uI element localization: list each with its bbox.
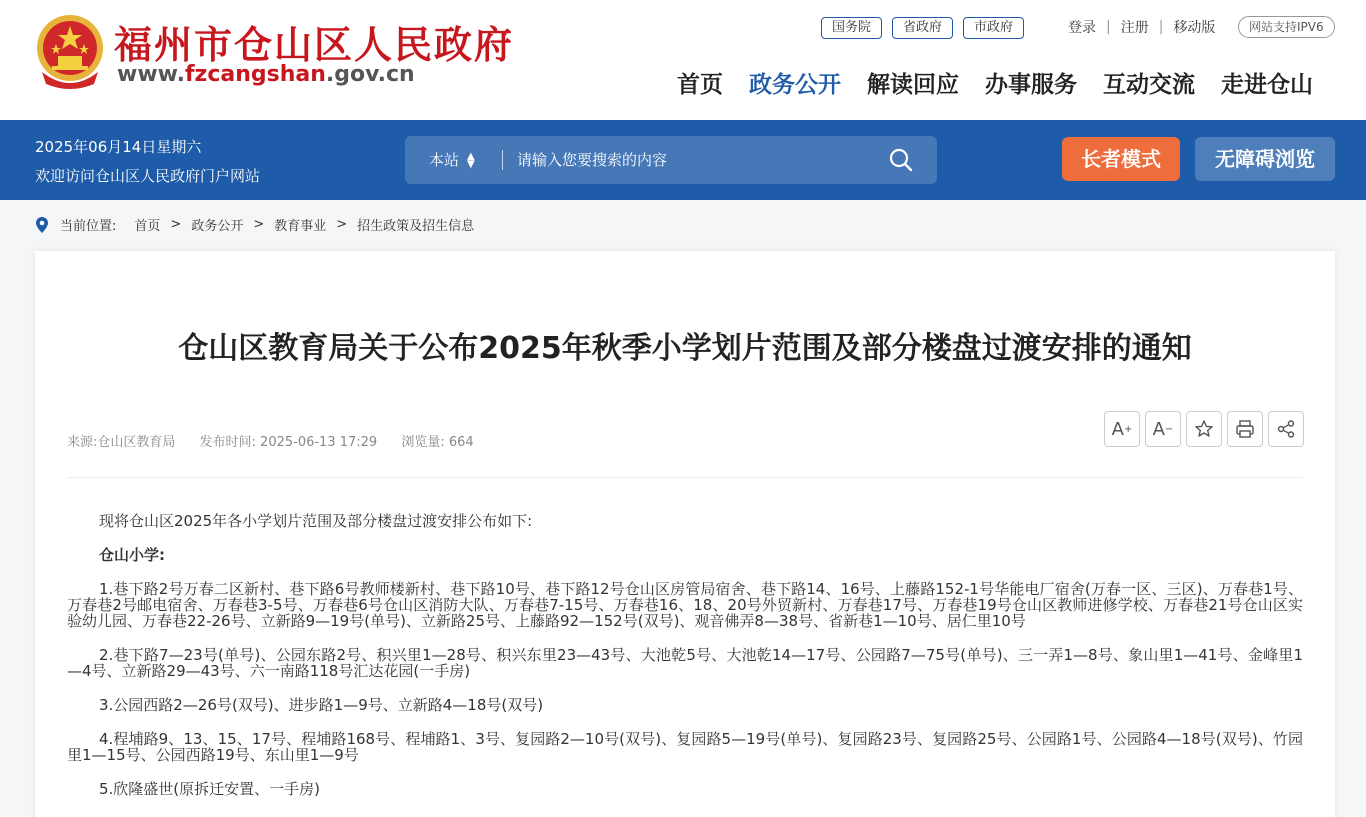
national-emblem-icon (36, 14, 104, 90)
ipv6-badge: 网站支持IPV6 (1238, 16, 1335, 38)
separator: | (1106, 19, 1111, 35)
site-name[interactable]: 福州市仓山区人民政府 (114, 22, 515, 67)
article-paragraph: 4.程埔路9、13、15、17号、程埔路168号、程埔路1、3号、复园路2—10号(双号)、复园路5—19号(单号)、复园路23号、复园路25号、公园路1号、公园路4—18号(双号)、竹园里1—15号、公园西路19号、东山里1—9号 (67, 730, 1303, 764)
star-icon (1194, 419, 1214, 439)
article-title: 仓山区教育局关于公布2025年秋季小学划片范围及部分楼盘过渡安排的通知 (178, 331, 1192, 366)
print-icon (1235, 419, 1255, 439)
gov-links (821, 17, 1024, 39)
welcome-text: 欢迎访问仓山区人民政府门户网站 (35, 167, 261, 185)
breadcrumb-home[interactable]: 首页 (134, 219, 161, 234)
search-icon[interactable] (889, 148, 913, 172)
search-scope-label: 本站 (429, 151, 460, 169)
meta-divider (67, 477, 1303, 478)
url-suffix: .gov.cn (325, 62, 415, 87)
article-views: 浏览量: 664 (401, 435, 474, 450)
search-input[interactable] (517, 144, 877, 176)
breadcrumb-separator: > (253, 217, 265, 232)
article-card (35, 251, 1335, 817)
nav-services[interactable]: 办事服务 (985, 72, 1077, 98)
nav-about[interactable]: 走进仓山 (1221, 72, 1313, 98)
article-paragraph: 2.巷下路7—23号(单号)、公园东路2号、积兴里1—28号、积兴东里23—43号、大池乾5号、大池乾14—17号、公园路7—75号(单号)、三一弄1—8号、象山里1—41号、金峰里1—4号、立新路29—43号、六一南路118号汇达花园(一手房) (67, 646, 1303, 680)
print-button[interactable] (1227, 411, 1263, 447)
article-meta (67, 431, 494, 450)
nav-home[interactable]: 首页 (677, 72, 723, 98)
breadcrumb-separator: > (336, 217, 348, 232)
gov-link-city[interactable]: 市政府 (963, 17, 1024, 39)
elder-mode-button[interactable]: 长者模式 (1062, 137, 1180, 181)
site-url (117, 62, 415, 87)
login-link[interactable]: 登录 (1068, 20, 1096, 36)
mobile-link[interactable]: 移动版 (1173, 20, 1216, 36)
article-paragraph: 现将仓山区2025年各小学划片范围及部分楼盘过渡安排公布如下: (99, 512, 533, 530)
search-box (405, 136, 937, 184)
breadcrumb-enrollment[interactable]: 招生政策及招生信息 (357, 219, 475, 234)
article-body (67, 513, 1303, 815)
sort-arrows-icon: ▲ ▼ (467, 150, 475, 170)
font-decrease-button[interactable]: A − (1145, 411, 1181, 447)
article-publish-time: 发布时间: 2025-06-13 17:29 (199, 435, 378, 450)
breadcrumb (36, 215, 474, 234)
search-scope-select[interactable] (429, 136, 475, 184)
breadcrumb-label: 当前位置: (60, 219, 117, 234)
article-paragraph: 1.巷下路2号万春二区新村、巷下路6号教师楼新村、巷下路10号、巷下路12号仓山区房管局宿舍、巷下路14、16号、上藤路152-1号华能电厂宿舍(万春一区、三区)、万春巷1号、万春巷2号邮电宿舍、万春巷3-5号、万春巷6号仓山区消防大队、万春巷7-15号、万春巷16、18、20号外贸新村、万春巷17号、万春巷19号仓山区教师进修学校、万春巷21号仓山区实验幼儿园、万春巷22-26号、立新路9—19号(单号)、立新路25号、上藤路92—152号(双号)、观音佛弄8—38号、省新巷1—10号、居仁里10号 (67, 580, 1303, 630)
accessible-browse-button[interactable]: 无障碍浏览 (1195, 137, 1335, 181)
separator: | (1158, 19, 1164, 35)
current-date: 2025年06月14日星期六 (35, 138, 202, 156)
url-highlight: fzcangshan (184, 62, 326, 87)
favorite-button[interactable] (1186, 411, 1222, 447)
font-increase-button[interactable]: A + (1104, 411, 1140, 447)
location-pin-icon (36, 217, 48, 233)
site-header (0, 0, 1366, 120)
nav-interaction[interactable]: 互动交流 (1103, 72, 1195, 98)
breadcrumb-education[interactable]: 教育事业 (274, 219, 327, 234)
breadcrumb-separator: > (170, 217, 182, 232)
gov-link-province[interactable]: 省政府 (892, 17, 953, 39)
main-nav (664, 66, 1326, 99)
nav-interpretation[interactable]: 解读回应 (867, 72, 959, 98)
breadcrumb-gov-affairs[interactable]: 政务公开 (191, 219, 244, 234)
article-paragraph: 3.公园西路2—26号(双号)、进步路1—9号、立新路4—18号(双号) (99, 696, 544, 714)
url-prefix: www. (117, 62, 185, 87)
user-links (1068, 17, 1215, 37)
register-link[interactable]: 注册 (1120, 20, 1149, 36)
share-button[interactable] (1268, 411, 1304, 447)
article-tools (1104, 411, 1304, 447)
search-divider (502, 150, 503, 170)
article-paragraph: 5.欣隆盛世(原拆迁安置、一手房) (99, 780, 321, 798)
article-section-heading: 仓山小学: (99, 546, 165, 564)
article-source: 来源:仓山区教育局 (67, 435, 176, 450)
share-icon (1276, 419, 1296, 439)
info-search-band (0, 120, 1366, 200)
nav-gov-affairs[interactable]: 政务公开 (749, 72, 841, 98)
gov-link-state-council[interactable]: 国务院 (821, 17, 882, 39)
